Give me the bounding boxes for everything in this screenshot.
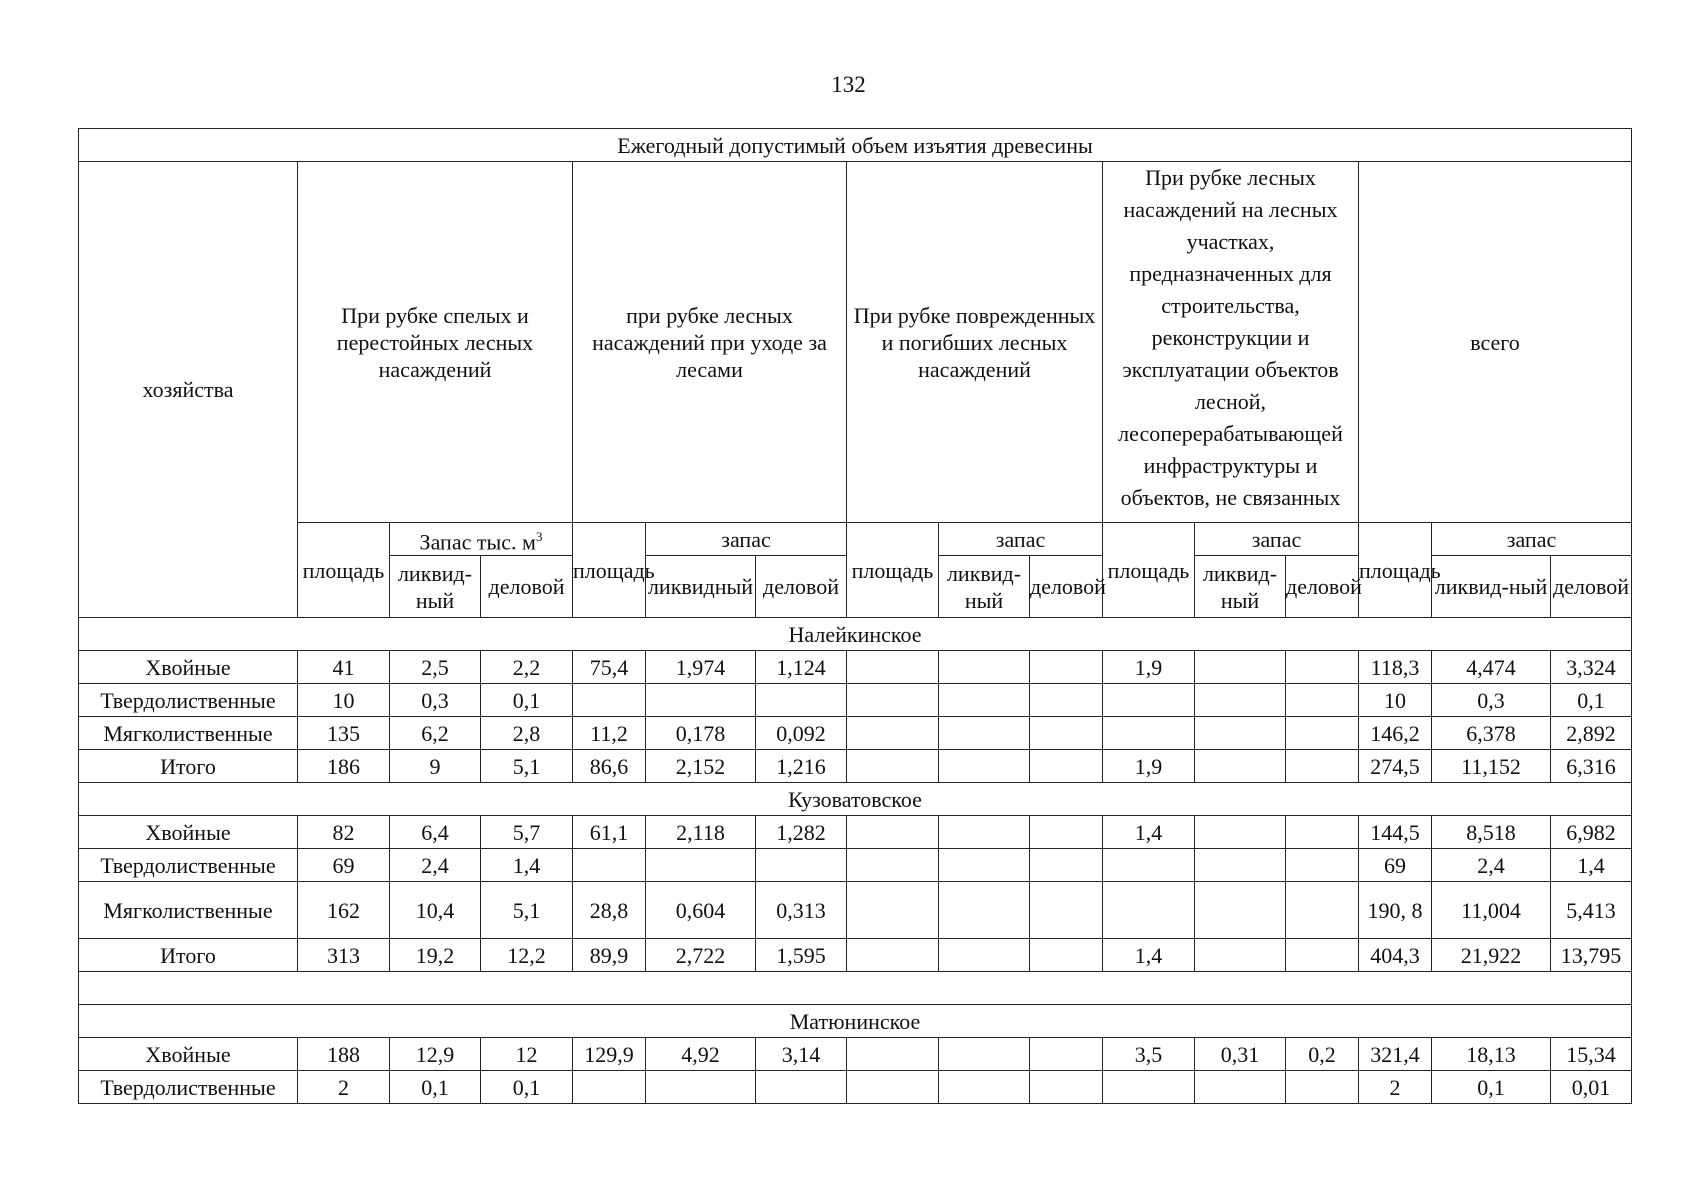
- group-header-construction: При рубке лесных насаждений на лесных участках, предназначенных для строительства, реконструкции и эксплуатации объектов лесной, лесоперерабатывающей инфраструктуры и объектов, не связанных: [1103, 162, 1359, 523]
- table-cell: 11,2: [573, 717, 646, 750]
- table-cell: [939, 684, 1030, 717]
- table-cell: 313: [298, 939, 390, 972]
- table-cell: 5,1: [481, 750, 573, 783]
- section-name: Матюнинское: [79, 1005, 1632, 1038]
- table-cell: [1103, 1071, 1195, 1104]
- table-cell: 15,34: [1551, 1038, 1632, 1071]
- empty-row: [79, 972, 1632, 1005]
- table-cell: [1195, 651, 1286, 684]
- table-cell: 12,2: [481, 939, 573, 972]
- table-cell: 5,1: [481, 882, 573, 939]
- table-cell: 2: [1359, 1071, 1432, 1104]
- table-cell: [1030, 717, 1103, 750]
- table-cell: 2,118: [646, 816, 756, 849]
- table-cell: [1286, 939, 1359, 972]
- table-cell: [1030, 684, 1103, 717]
- stock-header: запас: [1432, 523, 1632, 556]
- table-cell: 3,324: [1551, 651, 1632, 684]
- empty-cell: [79, 972, 1632, 1005]
- stock-header: Запас тыс. $м^3$: [390, 523, 573, 556]
- table-cell: 0,092: [756, 717, 847, 750]
- table-cell: 129,9: [573, 1038, 646, 1071]
- row-label: Итого: [79, 939, 298, 972]
- table-cell: [939, 849, 1030, 882]
- table-cell: [646, 684, 756, 717]
- table-cell: 10,4: [390, 882, 481, 939]
- table-cell: 404,3: [1359, 939, 1432, 972]
- row-label: Хвойные: [79, 1038, 298, 1071]
- table-cell: 6,378: [1432, 717, 1551, 750]
- table-cell: 0,01: [1551, 1071, 1632, 1104]
- table-cell: [847, 717, 939, 750]
- row-label: Хвойные: [79, 816, 298, 849]
- liquid-header: ликвид-ный: [939, 556, 1030, 618]
- group-header-damaged: При рубке поврежденных и погибших лесных насаждений: [847, 162, 1103, 523]
- business-header: деловой: [1551, 556, 1632, 618]
- area-header: площадь: [298, 523, 390, 618]
- table-cell: 19,2: [390, 939, 481, 972]
- table-cell: 5,7: [481, 816, 573, 849]
- table-cell: 82: [298, 816, 390, 849]
- table-cell: [1103, 717, 1195, 750]
- table-cell: 162: [298, 882, 390, 939]
- table-cell: 12: [481, 1038, 573, 1071]
- table-cell: 10: [298, 684, 390, 717]
- page-number: 132: [831, 72, 866, 97]
- table-row: [79, 684, 1632, 717]
- table-cell: [646, 849, 756, 882]
- table-cell: [847, 816, 939, 849]
- table-cell: 2,4: [390, 849, 481, 882]
- table-cell: 144,5: [1359, 816, 1432, 849]
- table-cell: 0,3: [1432, 684, 1551, 717]
- table-cell: [847, 1071, 939, 1104]
- timber-harvest-table: [78, 128, 1632, 1104]
- table-row: [79, 816, 1632, 849]
- table-cell: 2,2: [481, 651, 573, 684]
- table-cell: 0,3: [390, 684, 481, 717]
- table-cell: 6,2: [390, 717, 481, 750]
- table-cell: [1103, 849, 1195, 882]
- area-header: площадь: [847, 523, 939, 618]
- table-cell: [1195, 1071, 1286, 1104]
- table-cell: [1195, 717, 1286, 750]
- table-cell: 11,004: [1432, 882, 1551, 939]
- table-cell: [1103, 684, 1195, 717]
- table-cell: [1286, 816, 1359, 849]
- table-cell: 4,474: [1432, 651, 1551, 684]
- table-cell: [1030, 816, 1103, 849]
- table-cell: 6,982: [1551, 816, 1632, 849]
- area-header: площадь: [1359, 523, 1432, 618]
- table-cell: 0,31: [1195, 1038, 1286, 1071]
- table-cell: 3,14: [756, 1038, 847, 1071]
- table-cell: 69: [1359, 849, 1432, 882]
- stock-header: запас: [1195, 523, 1359, 556]
- table-cell: 3,5: [1103, 1038, 1195, 1071]
- table-cell: [573, 684, 646, 717]
- table-row: [79, 882, 1632, 939]
- table-cell: [1195, 816, 1286, 849]
- table-cell: [1195, 939, 1286, 972]
- table-cell: [1030, 1038, 1103, 1071]
- table-row: [79, 939, 1632, 972]
- table-cell: [1103, 882, 1195, 939]
- table-cell: 8,518: [1432, 816, 1551, 849]
- table-cell: [847, 651, 939, 684]
- table-cell: [847, 882, 939, 939]
- table-cell: [646, 1071, 756, 1104]
- table-cell: 2,892: [1551, 717, 1632, 750]
- table-cell: 118,3: [1359, 651, 1432, 684]
- table-cell: 274,5: [1359, 750, 1432, 783]
- row-label: Мягколиственные: [79, 717, 298, 750]
- table-cell: 135: [298, 717, 390, 750]
- table-cell: 5,413: [1551, 882, 1632, 939]
- table-cell: 41: [298, 651, 390, 684]
- table-cell: 2,5: [390, 651, 481, 684]
- business-header: деловой: [1286, 556, 1359, 618]
- liquid-header: ликвид-ный: [1432, 556, 1551, 618]
- table-cell: [847, 684, 939, 717]
- table-cell: [1030, 939, 1103, 972]
- table-cell: 0,2: [1286, 1038, 1359, 1071]
- table-cell: 61,1: [573, 816, 646, 849]
- row-label: Хвойные: [79, 651, 298, 684]
- table-cell: [847, 1038, 939, 1071]
- table-cell: [756, 1071, 847, 1104]
- table-cell: [1286, 849, 1359, 882]
- row-label: Твердолиственные: [79, 684, 298, 717]
- table-cell: 1,4: [1103, 816, 1195, 849]
- table-cell: [1195, 750, 1286, 783]
- group-header-total: всего: [1359, 162, 1632, 523]
- table-row: [79, 750, 1632, 783]
- row-label: Итого: [79, 750, 298, 783]
- business-header: деловой: [756, 556, 847, 618]
- table-cell: [939, 750, 1030, 783]
- table-cell: 6,4: [390, 816, 481, 849]
- row-label: Мягколиственные: [79, 882, 298, 939]
- table-cell: [939, 939, 1030, 972]
- table-cell: 1,9: [1103, 750, 1195, 783]
- table-cell: 1,9: [1103, 651, 1195, 684]
- table-cell: [847, 849, 939, 882]
- table-cell: [1286, 882, 1359, 939]
- table-title: Ежегодный допустимый объем изъятия древесины: [79, 129, 1632, 162]
- table-cell: [1286, 684, 1359, 717]
- table-row: [79, 651, 1632, 684]
- table-cell: 10: [1359, 684, 1432, 717]
- table-cell: [939, 717, 1030, 750]
- group-header-thinning: при рубке лесных насаждений при уходе за лесами: [573, 162, 847, 523]
- section-row: [79, 618, 1632, 651]
- table-cell: 0,178: [646, 717, 756, 750]
- table-cell: 1,4: [481, 849, 573, 882]
- table-cell: [939, 651, 1030, 684]
- table-cell: [756, 849, 847, 882]
- section-row: [79, 1005, 1632, 1038]
- liquid-header: ликвид-ный: [390, 556, 481, 618]
- table-cell: 1,4: [1551, 849, 1632, 882]
- liquid-header: ликвид-ный: [1195, 556, 1286, 618]
- business-header: деловой: [481, 556, 573, 618]
- table-cell: 0,1: [1551, 684, 1632, 717]
- table-cell: 1,282: [756, 816, 847, 849]
- table-cell: [939, 882, 1030, 939]
- table-cell: [1195, 882, 1286, 939]
- table-cell: [847, 939, 939, 972]
- row-label: Твердолиственные: [79, 849, 298, 882]
- table-cell: 12,9: [390, 1038, 481, 1071]
- table-cell: 69: [298, 849, 390, 882]
- table-cell: 2,4: [1432, 849, 1551, 882]
- table-cell: [939, 1071, 1030, 1104]
- table-cell: [573, 1071, 646, 1104]
- table-cell: [1286, 717, 1359, 750]
- business-header: деловой: [1030, 556, 1103, 618]
- table-cell: [1030, 651, 1103, 684]
- stock-header: запас: [646, 523, 847, 556]
- table-row: [79, 717, 1632, 750]
- table-cell: 0,1: [390, 1071, 481, 1104]
- table-row: [79, 849, 1632, 882]
- table-cell: 89,9: [573, 939, 646, 972]
- stock-header: запас: [939, 523, 1103, 556]
- table-row: [79, 1071, 1632, 1104]
- table-cell: [1286, 1071, 1359, 1104]
- table-cell: [1195, 684, 1286, 717]
- table-cell: 2,152: [646, 750, 756, 783]
- section-row: [79, 783, 1632, 816]
- table-cell: [939, 1038, 1030, 1071]
- liquid-header: ликвидный: [646, 556, 756, 618]
- group-header-mature: При рубке спелых и перестойных лесных насаждений: [298, 162, 573, 523]
- table-cell: 28,8: [573, 882, 646, 939]
- row-label: Твердолиственные: [79, 1071, 298, 1104]
- table-cell: 18,13: [1432, 1038, 1551, 1071]
- table-cell: [847, 750, 939, 783]
- table-cell: 2,722: [646, 939, 756, 972]
- table-cell: 1,974: [646, 651, 756, 684]
- table-cell: [1030, 882, 1103, 939]
- table-cell: 146,2: [1359, 717, 1432, 750]
- table-cell: 0,1: [1432, 1071, 1551, 1104]
- table-cell: 0,604: [646, 882, 756, 939]
- table-cell: 190, 8: [1359, 882, 1432, 939]
- area-header: площадь: [1103, 523, 1195, 618]
- table-cell: 9: [390, 750, 481, 783]
- table-cell: [1286, 651, 1359, 684]
- table-cell: 0,1: [481, 684, 573, 717]
- row-header-farm: хозяйства: [79, 162, 298, 618]
- table-cell: 11,152: [1432, 750, 1551, 783]
- table-cell: 1,4: [1103, 939, 1195, 972]
- section-name: Налейкинское: [79, 618, 1632, 651]
- section-name: Кузоватовское: [79, 783, 1632, 816]
- table-cell: 321,4: [1359, 1038, 1432, 1071]
- table-cell: 1,124: [756, 651, 847, 684]
- table-cell: [1030, 1071, 1103, 1104]
- table-cell: 75,4: [573, 651, 646, 684]
- table-cell: 6,316: [1551, 750, 1632, 783]
- table-cell: 1,595: [756, 939, 847, 972]
- table-cell: 4,92: [646, 1038, 756, 1071]
- table-cell: [573, 849, 646, 882]
- table-cell: 188: [298, 1038, 390, 1071]
- table-cell: 1,216: [756, 750, 847, 783]
- table-cell: [756, 684, 847, 717]
- table-cell: [1195, 849, 1286, 882]
- table-cell: 2,8: [481, 717, 573, 750]
- table-cell: [1030, 750, 1103, 783]
- table-cell: [1286, 750, 1359, 783]
- table-cell: 186: [298, 750, 390, 783]
- table-cell: 0,313: [756, 882, 847, 939]
- table-cell: [1030, 849, 1103, 882]
- table-cell: 86,6: [573, 750, 646, 783]
- table-cell: 21,922: [1432, 939, 1551, 972]
- table-cell: [939, 816, 1030, 849]
- table-row: [79, 1038, 1632, 1071]
- area-header: площадь: [573, 523, 646, 618]
- table-cell: 0,1: [481, 1071, 573, 1104]
- table-cell: 2: [298, 1071, 390, 1104]
- table-body: [79, 618, 1632, 1104]
- table-cell: 13,795: [1551, 939, 1632, 972]
